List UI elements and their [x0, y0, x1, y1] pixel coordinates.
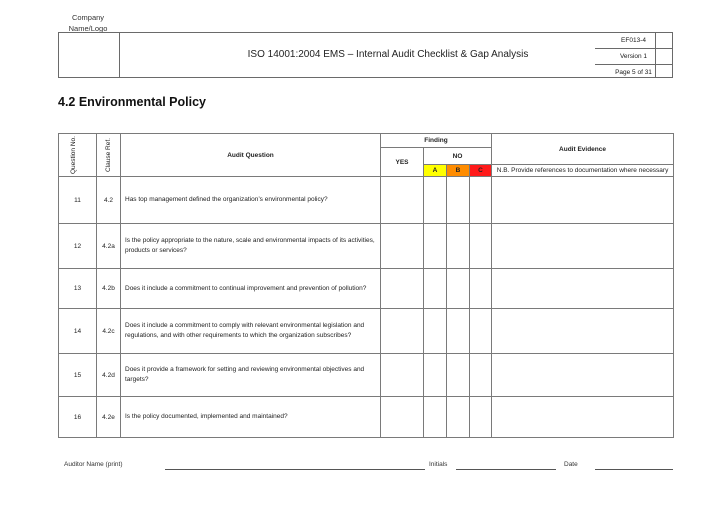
table-row [59, 177, 674, 224]
initials-label: Initials [429, 461, 448, 468]
page-number: Page 5 of 31 [615, 69, 652, 76]
grade-a-cell[interactable] [424, 354, 447, 397]
grade-a-header: A [424, 165, 447, 177]
grade-a-cell[interactable] [424, 397, 447, 438]
header-meta-cell [595, 33, 672, 77]
audit-question: Does it provide a framework for setting and reviewing environmental objectives and targets? [121, 354, 381, 397]
clause-ref: 4.2 [97, 177, 121, 224]
header-row-1 [59, 134, 674, 148]
question-no: 12 [59, 224, 97, 269]
grade-b-cell[interactable] [447, 269, 470, 309]
audit-question-header: Audit Question [121, 134, 381, 177]
clause-ref: 4.2c [97, 309, 121, 354]
audit-question: Does it include a commitment to continual improvement and prevention of pollution? [121, 269, 381, 309]
auditor-name-line[interactable] [165, 469, 425, 470]
evidence-note: N.B. Provide references to documentation where necessary [492, 165, 674, 177]
question-no: 15 [59, 354, 97, 397]
clause-ref: 4.2b [97, 269, 121, 309]
evidence-cell[interactable] [492, 224, 674, 269]
grade-c-header: C [470, 165, 492, 177]
yes-cell[interactable] [381, 177, 424, 224]
grade-a-cell[interactable] [424, 309, 447, 354]
clause-ref-label: Clause Ref. [104, 138, 112, 172]
doc-code: EF013-4 [595, 33, 672, 49]
grade-c-cell[interactable] [470, 224, 492, 269]
grade-a-cell[interactable] [424, 224, 447, 269]
question-no: 16 [59, 397, 97, 438]
logo-line-2: Name/Logo [68, 24, 108, 33]
table-row [59, 269, 674, 309]
audit-checklist-table [58, 133, 674, 438]
audit-question: Is the policy appropriate to the nature, scale and environmental impacts of its activities, products or services? [121, 224, 381, 269]
grade-c-cell[interactable] [470, 354, 492, 397]
grade-c-cell[interactable] [470, 309, 492, 354]
clause-ref: 4.2d [97, 354, 121, 397]
evidence-cell[interactable] [492, 177, 674, 224]
table-row [59, 309, 674, 354]
grade-b-cell[interactable] [447, 397, 470, 438]
evidence-cell[interactable] [492, 269, 674, 309]
initials-line[interactable] [456, 469, 556, 470]
question-no: 13 [59, 269, 97, 309]
finding-header: Finding [381, 134, 492, 148]
header-logo-cell [59, 33, 120, 77]
yes-cell[interactable] [381, 397, 424, 438]
evidence-cell[interactable] [492, 397, 674, 438]
evidence-cell[interactable] [492, 309, 674, 354]
grade-b-cell[interactable] [447, 224, 470, 269]
grade-b-cell[interactable] [447, 309, 470, 354]
grade-b-cell[interactable] [447, 177, 470, 224]
yes-cell[interactable] [381, 309, 424, 354]
evidence-cell[interactable] [492, 354, 674, 397]
question-no-label: Question No. [69, 136, 77, 174]
audit-question: Has top management defined the organization’s environmental policy? [121, 177, 381, 224]
yes-header: YES [381, 148, 424, 177]
auditor-name-label: Auditor Name (print) [64, 461, 123, 468]
date-line[interactable] [595, 469, 673, 470]
audit-question: Does it include a commitment to comply with relevant environmental legislation and regulations, and with other requirements to which the organization subscribes? [121, 309, 381, 354]
company-logo-placeholder [60, 4, 116, 34]
grade-c-cell[interactable] [470, 269, 492, 309]
audit-question: Is the policy documented, implemented and maintained? [121, 397, 381, 438]
yes-cell[interactable] [381, 224, 424, 269]
question-no: 14 [59, 309, 97, 354]
clause-ref-header [97, 134, 121, 177]
yes-cell[interactable] [381, 269, 424, 309]
section-title: 4.2 Environmental Policy [58, 95, 206, 109]
grade-c-cell[interactable] [470, 397, 492, 438]
logo-line-1: Company [71, 13, 105, 22]
grade-a-cell[interactable] [424, 269, 447, 309]
question-no: 11 [59, 177, 97, 224]
document-title: ISO 14001:2004 EMS – Internal Audit Checklist & Gap Analysis [247, 49, 529, 60]
audit-evidence-header: Audit Evidence [492, 134, 674, 165]
yes-cell[interactable] [381, 354, 424, 397]
table-row [59, 224, 674, 269]
clause-ref: 4.2a [97, 224, 121, 269]
grade-c-cell[interactable] [470, 177, 492, 224]
doc-version: Version 1 [595, 49, 672, 65]
question-no-header [59, 134, 97, 177]
table-row [59, 354, 674, 397]
grade-a-cell[interactable] [424, 177, 447, 224]
date-label: Date [564, 461, 578, 468]
no-header: NO [424, 148, 492, 165]
grade-b-header: B [447, 165, 470, 177]
grade-b-cell[interactable] [447, 354, 470, 397]
table-row [59, 397, 674, 438]
clause-ref: 4.2e [97, 397, 121, 438]
